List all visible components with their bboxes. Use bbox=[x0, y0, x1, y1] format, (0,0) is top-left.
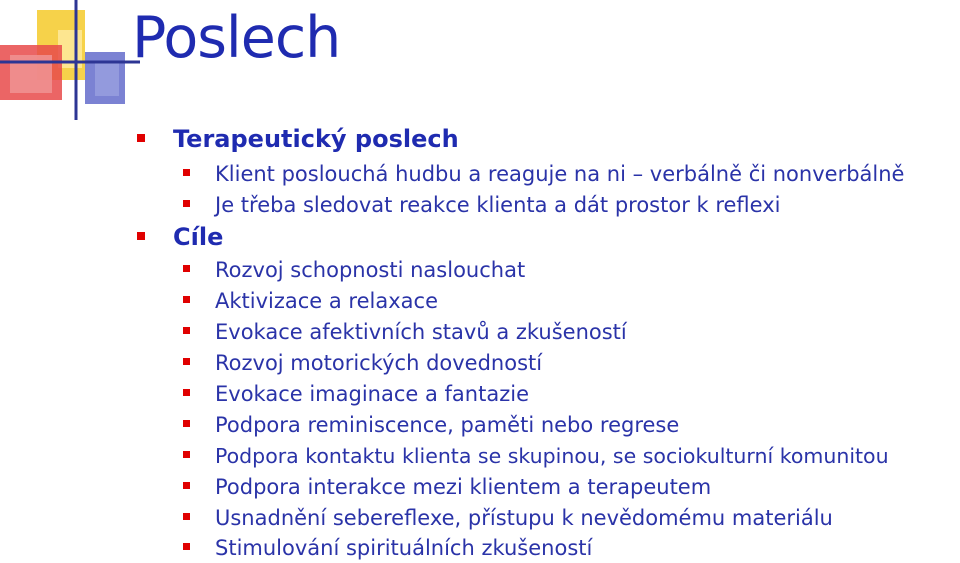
list-item-text: Je třeba sledovat reakce klienta a dát prostor k reflexi bbox=[215, 193, 781, 217]
section-heading bbox=[173, 124, 459, 154]
square-bullet-icon bbox=[183, 327, 190, 334]
list-item bbox=[215, 534, 592, 562]
section-heading bbox=[173, 222, 223, 252]
list-item bbox=[215, 380, 529, 408]
list-item-text: Stimulování spirituálních zkušeností bbox=[215, 536, 593, 560]
list-item-text: Evokace afektivních stavů a zkušeností bbox=[215, 320, 627, 344]
square-bullet-icon bbox=[183, 513, 190, 520]
square-bullet-icon bbox=[183, 420, 190, 427]
list-item bbox=[215, 160, 904, 188]
square-bullet-icon bbox=[183, 200, 190, 207]
square-bullet-icon bbox=[183, 169, 190, 176]
list-item-text: Klient poslouchá hudbu a reaguje na ni – verbálně či nonverbálně bbox=[215, 162, 905, 186]
list-item-text: Aktivizace a relaxace bbox=[215, 289, 438, 313]
list-item-text: Usnadnění sebereflexe, přístupu k nevědomému materiálu bbox=[215, 506, 833, 530]
list-item-text: Podpora reminiscence, paměti nebo regrese bbox=[215, 413, 680, 437]
square-bullet-icon bbox=[183, 358, 190, 365]
square-bullet-icon bbox=[137, 232, 145, 240]
list-item bbox=[215, 442, 889, 470]
list-item bbox=[215, 504, 833, 532]
list-item-text: Podpora interakce mezi klientem a terapeutem bbox=[215, 475, 712, 499]
square-bullet-icon bbox=[183, 389, 190, 396]
square-bullet-icon bbox=[183, 543, 190, 550]
square-bullet-icon bbox=[183, 265, 190, 272]
square-bullet-icon bbox=[183, 296, 190, 303]
list-item-text: Evokace imaginace a fantazie bbox=[215, 382, 529, 406]
list-item bbox=[215, 256, 525, 284]
list-item-text: Rozvoj schopnosti naslouchat bbox=[215, 258, 526, 282]
list-item bbox=[215, 411, 679, 439]
list-item bbox=[215, 473, 711, 501]
section-heading-text: Terapeutický poslech bbox=[173, 125, 459, 153]
slide-title: Poslech bbox=[132, 5, 341, 71]
square-bullet-icon bbox=[183, 451, 190, 458]
list-item bbox=[215, 287, 438, 315]
list-item-text: Podpora kontaktu klienta se skupinou, se sociokulturní komunitou bbox=[215, 444, 889, 468]
list-item-text: Rozvoj motorických dovedností bbox=[215, 351, 543, 375]
list-item bbox=[215, 191, 780, 219]
square-bullet-icon bbox=[137, 134, 145, 142]
square-bullet-icon bbox=[183, 482, 190, 489]
list-item bbox=[215, 318, 627, 346]
section-heading-text: Cíle bbox=[173, 223, 224, 251]
list-item bbox=[215, 349, 542, 377]
